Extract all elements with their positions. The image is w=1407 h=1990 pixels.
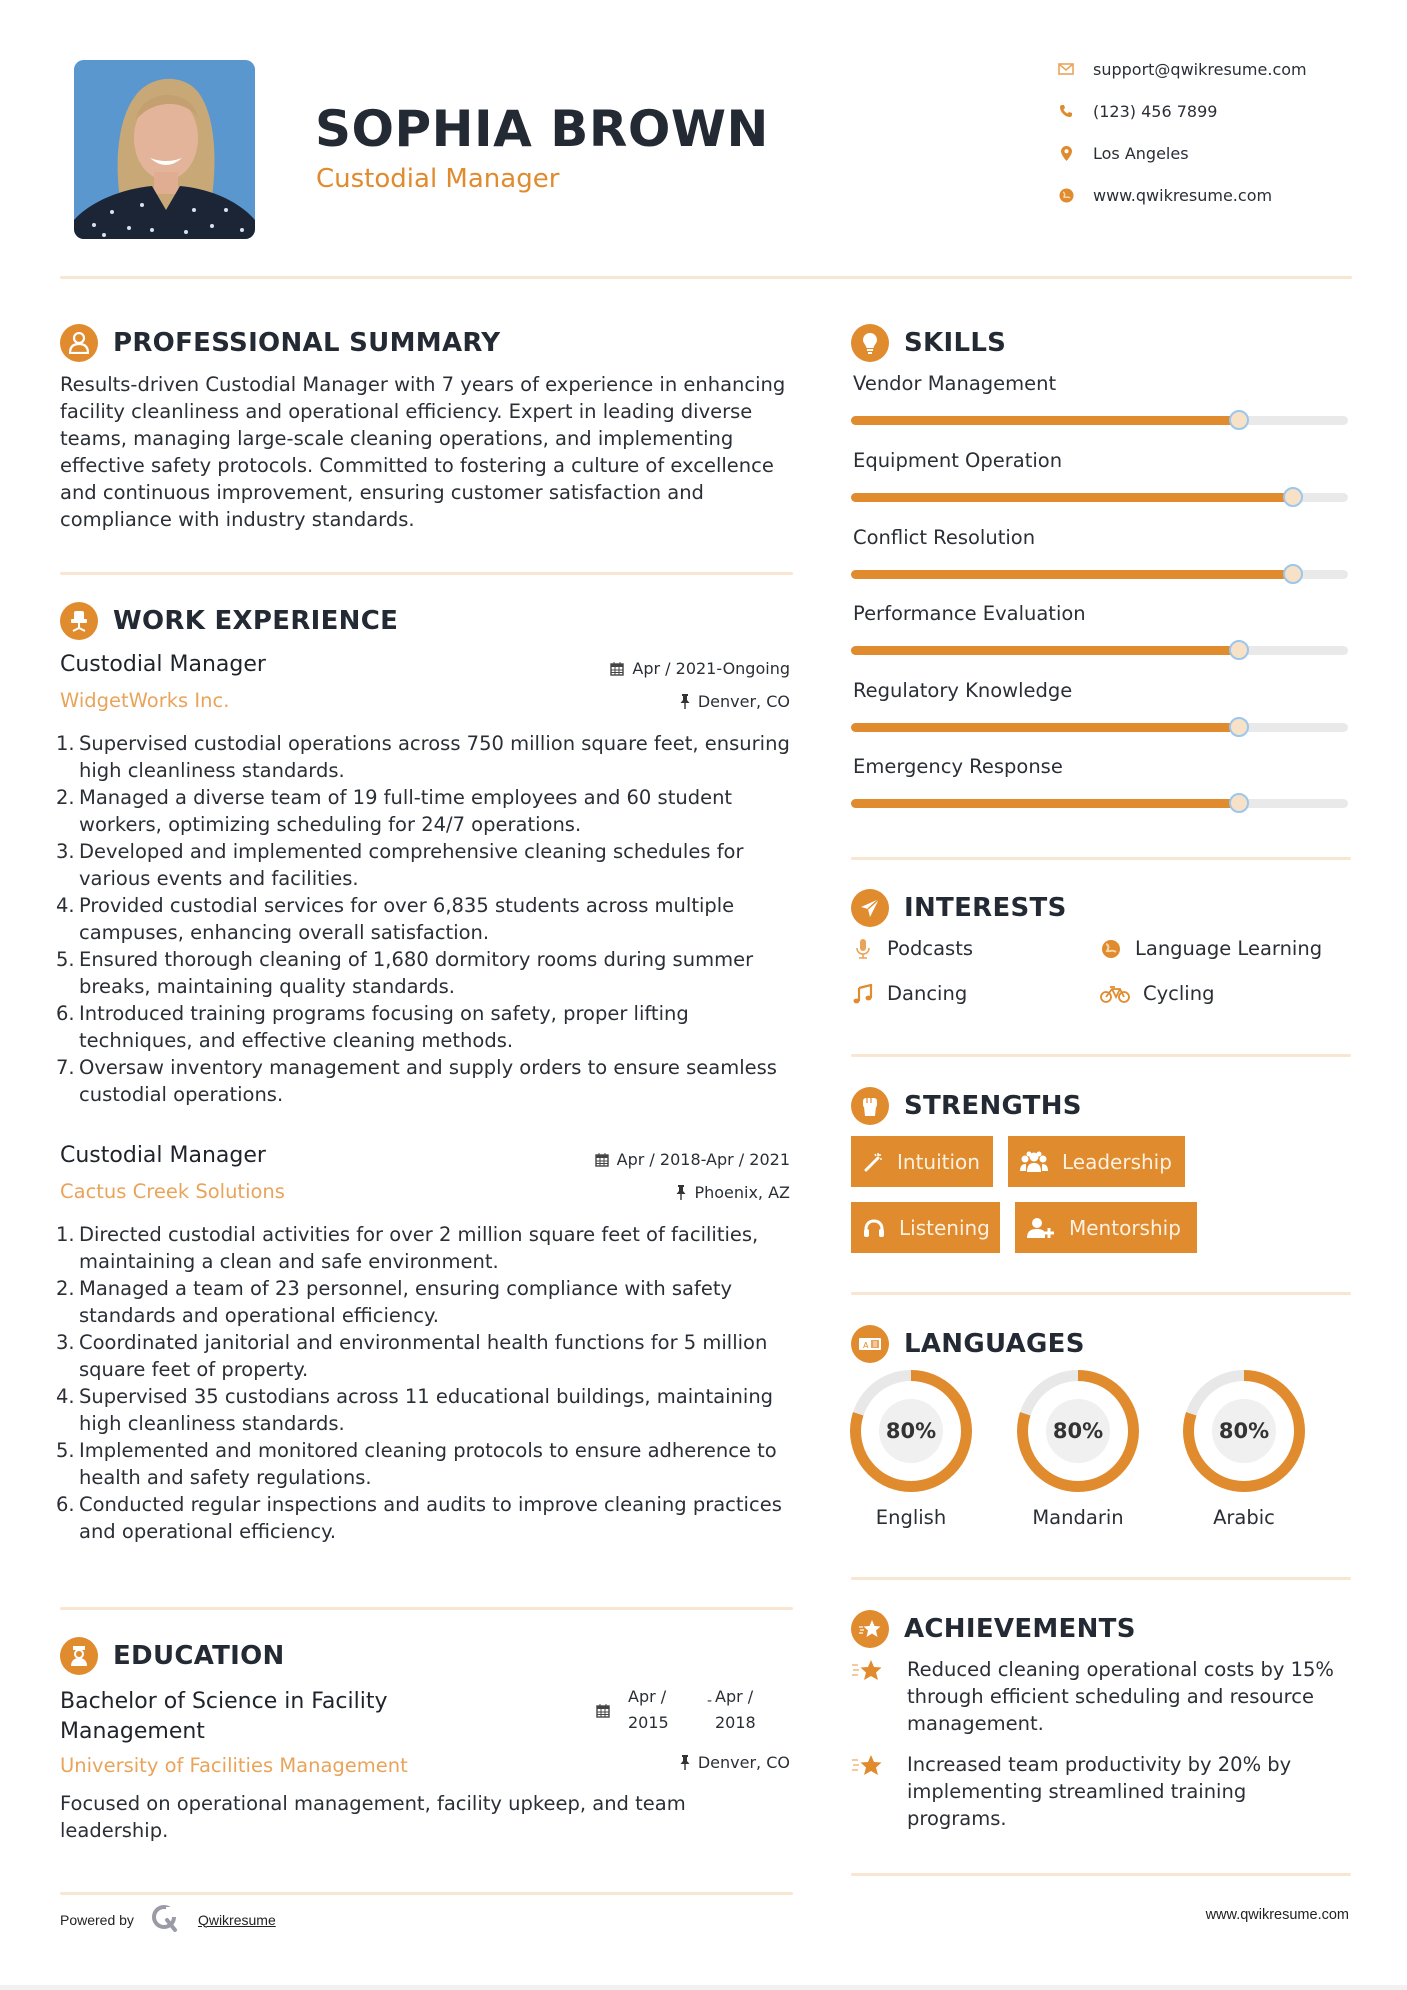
summary-text: Results-driven Custodial Manager with 7 years of experience in enhancing facility cleanliness and operational efficiency. Expert in leading diverse teams, managing large-scale cleaning operations, and implementing effective safety protocols. Committed to fostering a culture of excellence and continuous improvement, ensuring customer satisfaction and compliance with industry standards. xyxy=(60,373,786,531)
skill-bar-vendor-management xyxy=(851,416,1348,425)
contact-email[interactable] xyxy=(1056,57,1307,81)
contact-phone-text: (123) 456 7899 xyxy=(1093,101,1218,121)
job-location xyxy=(676,1183,790,1202)
strengths-heading xyxy=(851,1086,1082,1126)
interests-heading-text: INTERESTS xyxy=(904,893,1067,923)
date-separator: - xyxy=(707,1693,713,1709)
office-chair-icon xyxy=(60,602,98,640)
skill-label: Vendor Management xyxy=(853,372,1057,395)
language-english xyxy=(850,1370,972,1529)
skills-heading xyxy=(851,323,1006,363)
users-icon xyxy=(1020,1151,1048,1173)
footer-website[interactable]: www.qwikresume.com xyxy=(1205,1907,1349,1923)
interest-cycling: Cycling xyxy=(1099,982,1214,1005)
star-icon xyxy=(851,1751,907,1832)
powered-by-label: Powered by xyxy=(60,1911,134,1928)
skill-bar-knob xyxy=(1229,793,1249,813)
skill-bar-knob xyxy=(1283,564,1303,584)
strength-badge-mentorship: Mentorship xyxy=(1015,1202,1197,1253)
interests-heading xyxy=(851,888,1067,928)
achievement-item: Reduced cleaning operational costs by 15% through efficient scheduling and resource management. xyxy=(851,1656,1351,1737)
experience-divider xyxy=(60,1607,793,1610)
footer-divider-right xyxy=(851,1873,1351,1876)
profile-photo-illustration xyxy=(74,60,255,239)
contact-location xyxy=(1056,141,1189,165)
job-dates-text: Apr / 2021-Ongoing xyxy=(632,659,790,678)
company-name: Cactus Creek Solutions xyxy=(60,1180,285,1203)
skill-bar-fill xyxy=(851,570,1293,579)
list-item: 1. Directed custodial activities for over 2 million square feet of facilities, maintaining a clean and safe environment. xyxy=(56,1223,759,1273)
skill-bar-knob xyxy=(1229,410,1249,430)
language-percent: 80% xyxy=(885,1419,937,1443)
skill-bar-equipment-operation xyxy=(851,493,1348,502)
job-title: Custodial Manager xyxy=(60,1143,266,1168)
education-location-text: Denver, CO xyxy=(697,1753,790,1772)
job-location xyxy=(680,692,790,711)
star-icon xyxy=(851,1656,907,1737)
language-mandarin xyxy=(1017,1370,1139,1529)
candidate-name: SOPHIA BROWN xyxy=(315,100,769,158)
language-name: English xyxy=(875,1506,947,1529)
school-name: University of Facilities Management xyxy=(60,1754,408,1777)
list-item: 3. Coordinated janitorial and environmental health functions for 5 million square feet of property. xyxy=(56,1331,768,1381)
list-item: 6. Conducted regular inspections and audits to improve cleaning practices and operational efficiency. xyxy=(56,1493,782,1543)
graduate-icon xyxy=(60,1637,98,1675)
powered-by xyxy=(60,1903,276,1936)
list-item: 5. Ensured thorough cleaning of 1,680 dormitory rooms during summer breaks, maintaining quality standards. xyxy=(56,948,754,998)
language-percent: 80% xyxy=(1218,1419,1270,1443)
paper-plane-icon xyxy=(851,889,889,927)
skill-bar-regulatory-knowledge xyxy=(851,723,1348,732)
skill-bar-knob xyxy=(1283,487,1303,507)
music-note-icon xyxy=(851,984,875,1004)
summary-heading-text: PROFESSIONAL SUMMARY xyxy=(113,328,501,358)
contact-email-text: support@qwikresume.com xyxy=(1093,59,1307,79)
globe-icon xyxy=(1056,185,1076,205)
qwikresume-logo-icon xyxy=(150,1903,180,1936)
contact-website-text: www.qwikresume.com xyxy=(1093,185,1273,205)
achievements-heading xyxy=(851,1609,1136,1649)
list-item: 1. Supervised custodial operations across 750 million square feet, ensuring high cleanliness standards. xyxy=(56,732,790,782)
strength-badge-intuition: Intuition xyxy=(851,1136,993,1187)
qwikresume-link[interactable]: Qwikresume xyxy=(197,1911,276,1928)
list-item: 4. Supervised 35 custodians across 11 educational buildings, maintaining high cleanliness standards. xyxy=(56,1385,774,1435)
globe-icon xyxy=(1099,939,1123,959)
language-progress-ring xyxy=(850,1370,972,1492)
language-name: Mandarin xyxy=(1032,1506,1124,1529)
skill-bar-knob xyxy=(1229,640,1249,660)
achievement-item: Increased team productivity by 20% by implementing streamlined training programs. xyxy=(851,1751,1351,1832)
calendar-icon xyxy=(610,662,624,676)
job-title: Custodial Manager xyxy=(60,652,266,677)
job-location-text: Phoenix, AZ xyxy=(694,1183,790,1202)
user-icon xyxy=(60,324,98,362)
contact-phone[interactable] xyxy=(1056,99,1217,123)
list-item: 5. Implemented and monitored cleaning protocols to ensure adherence to health and safety regulations. xyxy=(56,1439,777,1489)
raised-fist-icon xyxy=(851,1087,889,1125)
contact-location-text: Los Angeles xyxy=(1093,143,1189,163)
language-progress-ring xyxy=(1017,1370,1139,1492)
skill-bar-fill xyxy=(851,493,1293,502)
pushpin-icon xyxy=(680,1755,690,1770)
skill-label: Emergency Response xyxy=(853,755,1063,778)
map-pin-icon xyxy=(1056,143,1076,163)
header-divider xyxy=(60,276,1352,279)
languages-heading-text: LANGUAGES xyxy=(904,1329,1085,1359)
language-progress-ring xyxy=(1183,1370,1305,1492)
interest-dancing: Dancing xyxy=(851,982,967,1005)
skill-bar-fill xyxy=(851,646,1239,655)
skills-divider xyxy=(851,857,1351,860)
envelope-icon xyxy=(1056,59,1076,79)
magic-wand-icon xyxy=(863,1152,883,1172)
skill-bar-fill xyxy=(851,723,1239,732)
strengths-heading-text: STRENGTHS xyxy=(904,1091,1082,1121)
contact-website[interactable] xyxy=(1056,183,1272,207)
page-bottom-edge xyxy=(0,1985,1407,1990)
footer-divider-left xyxy=(60,1892,793,1895)
svg-text:A: A xyxy=(863,1341,869,1350)
headphones-icon xyxy=(863,1218,885,1238)
interest-podcasts: Podcasts xyxy=(851,937,973,960)
summary-divider xyxy=(60,572,793,575)
education-location xyxy=(680,1753,790,1772)
strengths-divider xyxy=(851,1292,1351,1295)
calendar-icon xyxy=(595,1153,609,1167)
job-responsibilities xyxy=(56,730,796,1108)
skill-bar-emergency-response xyxy=(851,799,1348,808)
interest-language-learning: Language Learning xyxy=(1099,937,1322,960)
skill-label: Conflict Resolution xyxy=(853,526,1036,549)
skill-label: Regulatory Knowledge xyxy=(853,679,1073,702)
job-dates xyxy=(610,659,790,678)
star-badge-icon xyxy=(851,1610,889,1648)
language-percent: 80% xyxy=(1052,1419,1104,1443)
skills-heading-text: SKILLS xyxy=(904,328,1007,358)
skill-bar-knob xyxy=(1229,717,1249,737)
skill-label: Equipment Operation xyxy=(853,449,1063,472)
lightbulb-icon xyxy=(851,324,889,362)
company-name: WidgetWorks Inc. xyxy=(60,689,230,712)
education-description: Focused on operational management, facility upkeep, and team leadership. xyxy=(60,1792,686,1842)
microphone-icon xyxy=(851,939,875,959)
skill-bar-fill xyxy=(851,416,1239,425)
achievements-heading-text: ACHIEVEMENTS xyxy=(904,1614,1136,1644)
list-item: 2. Managed a diverse team of 19 full-time employees and 60 student workers, optimizing scheduling for 24/7 operations. xyxy=(56,786,733,836)
strength-badge-listening: Listening xyxy=(851,1202,1000,1253)
list-item: 7. Oversaw inventory management and supply orders to ensure seamless custodial operations. xyxy=(56,1056,777,1106)
language-name: Arabic xyxy=(1213,1506,1275,1529)
bicycle-icon xyxy=(1099,985,1131,1003)
pushpin-icon xyxy=(676,1185,686,1200)
languages-heading xyxy=(851,1324,1085,1364)
experience-heading-text: WORK EXPERIENCE xyxy=(113,606,399,636)
degree-title: Bachelor of Science in Facility Management xyxy=(60,1689,388,1744)
skill-label: Performance Evaluation xyxy=(853,602,1086,625)
pushpin-icon xyxy=(680,694,690,709)
list-item: 2. Managed a team of 23 personnel, ensuring compliance with safety standards and operational efficiency. xyxy=(56,1277,733,1327)
education-end-date: Apr / 2018 xyxy=(715,1687,756,1732)
list-item: 4. Provided custodial services for over 6,835 students across multiple campuses, enhancing overall satisfaction. xyxy=(56,894,735,944)
education-heading xyxy=(60,1636,285,1676)
skill-bar-conflict-resolution xyxy=(851,570,1348,579)
list-item: 3. Developed and implemented comprehensive cleaning schedules for various events and facilities. xyxy=(56,840,744,890)
job-dates-text: Apr / 2018-Apr / 2021 xyxy=(616,1150,790,1169)
profile-photo xyxy=(74,60,255,239)
languages-divider xyxy=(851,1577,1351,1580)
job-responsibilities xyxy=(56,1221,796,1545)
language-arabic xyxy=(1183,1370,1305,1529)
translate-icon xyxy=(851,1325,889,1363)
interests-divider xyxy=(851,1054,1351,1057)
education-heading-text: EDUCATION xyxy=(113,1641,285,1671)
education-start-date: Apr / 2015 xyxy=(628,1687,669,1732)
summary-heading xyxy=(60,323,500,363)
job-dates xyxy=(595,1150,790,1169)
strength-badge-leadership: Leadership xyxy=(1008,1136,1185,1187)
skill-bar-fill xyxy=(851,799,1239,808)
candidate-title: Custodial Manager xyxy=(316,164,560,194)
skill-bar-performance-evaluation xyxy=(851,646,1348,655)
list-item: 6. Introduced training programs focusing on safety, proper lifting techniques, and effective cleaning methods. xyxy=(56,1002,689,1052)
job-location-text: Denver, CO xyxy=(697,692,790,711)
calendar-icon xyxy=(596,1703,610,1722)
experience-heading xyxy=(60,601,398,641)
user-plus-icon xyxy=(1027,1217,1055,1239)
phone-icon xyxy=(1056,101,1076,121)
